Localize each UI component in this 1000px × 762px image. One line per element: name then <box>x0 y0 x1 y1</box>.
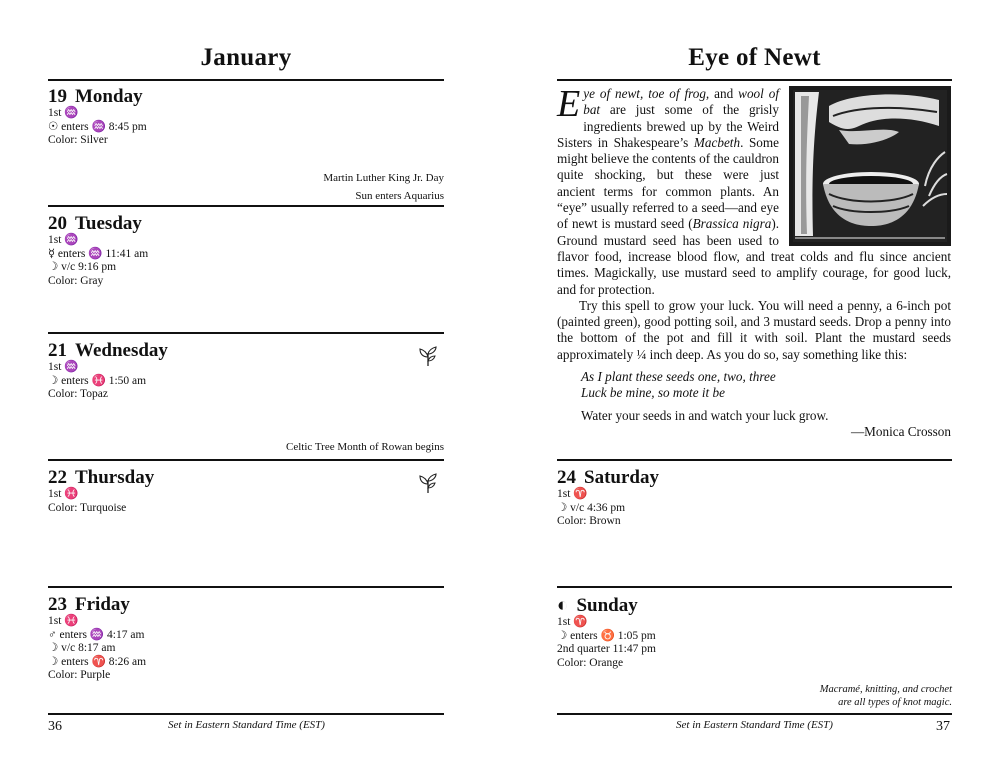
article-title: Eye of Newt <box>688 44 821 71</box>
article-body: Eye of newt, toe of frog, and wool of bat are just some of the grisly ingredients brewed up by the Weird Sisters in Shakespeare’s Macbeth. Some might believe the contents of the cauldron quite shocking, but these were just ancient terms for common plants. An “eye” usually referred to a seed—and eye of newt is mustard seed (Brassica nigra). Ground mustard seed has been used to flavor food, increase blood flow, and treat colds and flu since ancient times. Magickally, use mustard seed to amplify courage, for good luck, and for protection. Try this spell to grow your luck. You will need a penny, a 6-inch pot (painted green), good potting soil, and 3 mustard seeds. Drop a penny into the bottom of the pot and fill it with soil. Plant the mustard seeds approximately ¼ inch deep. As you do so, say something like this: As I plant these seeds one, two, three Luck be mine, so mote it be Water your seeds in and watch your luck grow. —Monica Crosson <box>557 83 951 439</box>
moon-phase-sign: 1st ♓ <box>48 615 79 627</box>
page-number: 37 <box>936 719 950 734</box>
day-heading <box>48 341 444 361</box>
tree-month-note: Celtic Tree Month of Rowan begins <box>286 441 444 453</box>
moon-phase-sign: 1st ♈ <box>557 616 588 628</box>
divider <box>557 713 952 715</box>
day-entry-tuesday <box>48 214 444 288</box>
divider <box>557 79 952 81</box>
day-color: Color: Brown <box>557 515 621 527</box>
moon-phase-sign: 1st ♒ <box>48 234 79 246</box>
divider <box>48 713 444 715</box>
day-name: Monday <box>75 86 143 107</box>
moon-phase-sign: 1st ♒ <box>48 361 79 373</box>
article-text: wool of bat <box>583 86 779 118</box>
day-heading <box>48 214 444 234</box>
day-heading <box>557 596 952 616</box>
page-title: January <box>200 44 292 71</box>
astro-event: ☽ enters ♈ 8:26 am <box>48 655 147 668</box>
day-number: 20 <box>48 213 67 234</box>
day-number: 24 <box>557 467 576 488</box>
moon-phase-sign: 1st ♈ <box>557 488 588 500</box>
day-heading <box>48 595 444 615</box>
day-entry-sunday <box>557 596 952 670</box>
day-color: Color: Topaz <box>48 388 108 400</box>
day-name: Wednesday <box>75 340 168 361</box>
astro-event: ♂ enters ♒ 4:17 am <box>48 628 145 641</box>
day-name: Friday <box>75 594 130 615</box>
day-name: Sunday <box>576 595 638 616</box>
holiday-note: Martin Luther King Jr. Day <box>323 172 444 184</box>
article-text: are just some of the grisly ingredients brewed up by the Weird Sisters in Shakespeare’s <box>557 102 779 150</box>
article-text: Brassica nigra <box>692 216 772 232</box>
day-color: Color: Orange <box>557 656 624 669</box>
day-heading <box>557 468 952 488</box>
day-color: Color: Purple <box>48 669 111 681</box>
day-name: Tuesday <box>75 213 142 234</box>
astro-event: 2nd quarter 11:47 pm <box>557 643 656 655</box>
page-footer: Set in Eastern Standard Time (EST) <box>168 719 325 731</box>
sprig-icon <box>418 472 438 494</box>
day-entry-friday <box>48 595 444 683</box>
divider <box>48 79 444 81</box>
divider <box>48 205 444 207</box>
divider <box>48 586 444 588</box>
moon-phase-sign: 1st ♓ <box>48 488 79 500</box>
article-paragraph: Try this spell to grow your luck. You will need a penny, a 6-inch pot (painted green), good potting soil, and 3 mustard seeds. Drop a penny into the bottom of the pot and fill it with soil. Plant the mustard seeds approximately ¼ inch deep. As you do so, say something like this: <box>557 297 951 362</box>
page-footer: Set in Eastern Standard Time (EST) <box>676 719 833 731</box>
moon-phase-sign: 1st ♒ <box>48 107 79 119</box>
astro-event: ☽ enters ♉ 1:05 pm <box>557 629 656 642</box>
drop-cap: E <box>557 83 581 125</box>
astro-event: ☽ v/c 9:16 pm <box>48 261 117 273</box>
day-color: Color: Silver <box>48 134 108 146</box>
day-entry-monday <box>48 87 444 148</box>
day-number: 23 <box>48 594 67 615</box>
day-number: 19 <box>48 86 67 107</box>
divider <box>48 332 444 334</box>
day-entry-saturday <box>557 468 952 529</box>
spell-verse: As I plant these seeds one, two, three Luck be mine, so mote it be <box>581 369 776 401</box>
day-name: Thursday <box>75 467 155 488</box>
woodcut-illustration <box>789 86 951 246</box>
article-paragraph: Water your seeds in and watch your luck grow. <box>581 407 829 423</box>
article-text: . Some might believe the contents of the cauldron quite shocking, but these were just ancient terms for common plants. An “eye” usually referred to a seed—and eye of newt is mustard seed ( <box>557 134 779 232</box>
divider <box>557 586 952 588</box>
day-name: Saturday <box>584 467 659 488</box>
divider <box>557 459 952 461</box>
article-text: ye of newt, toe of frog, <box>583 86 710 101</box>
sidebar-quote: Macramé, knitting, and crochet are all types of knot magic. <box>819 684 952 708</box>
day-notes <box>286 438 444 456</box>
astro-event: ☽ enters ♓ 1:50 am <box>48 374 147 387</box>
day-number: 22 <box>48 467 67 488</box>
day-heading <box>48 87 444 107</box>
day-entry-thursday <box>48 468 444 515</box>
author-signature: —Monica Crosson <box>850 423 951 439</box>
divider <box>48 459 444 461</box>
astro-event: ☽ v/c 4:36 pm <box>557 501 626 514</box>
day-heading <box>48 468 444 488</box>
day-color: Color: Gray <box>48 274 104 287</box>
page-number: 36 <box>48 719 62 734</box>
astro-event: ☉ enters ♒ 8:45 pm <box>48 120 147 133</box>
astro-event: ☿ enters ♒ 11:41 am <box>48 247 149 260</box>
sprig-icon <box>418 345 438 367</box>
article-text: ). Ground mustard seed has been used to flavor food, increase blood flow, and treat colds and flu since ancient times. Magickally, use mustard seed to amplify courage, for good luck, and for protection. <box>557 216 951 297</box>
day-color: Color: Turquoise <box>48 501 127 514</box>
article-text: Macbeth <box>693 134 741 150</box>
sun-sign-note: Sun enters Aquarius <box>355 190 444 202</box>
day-entry-wednesday <box>48 341 444 402</box>
astro-event: ☽ v/c 8:17 am <box>48 642 116 654</box>
day-notes <box>323 169 444 205</box>
quarter-moon-icon: ◐ <box>557 595 569 616</box>
day-number: 21 <box>48 340 67 361</box>
